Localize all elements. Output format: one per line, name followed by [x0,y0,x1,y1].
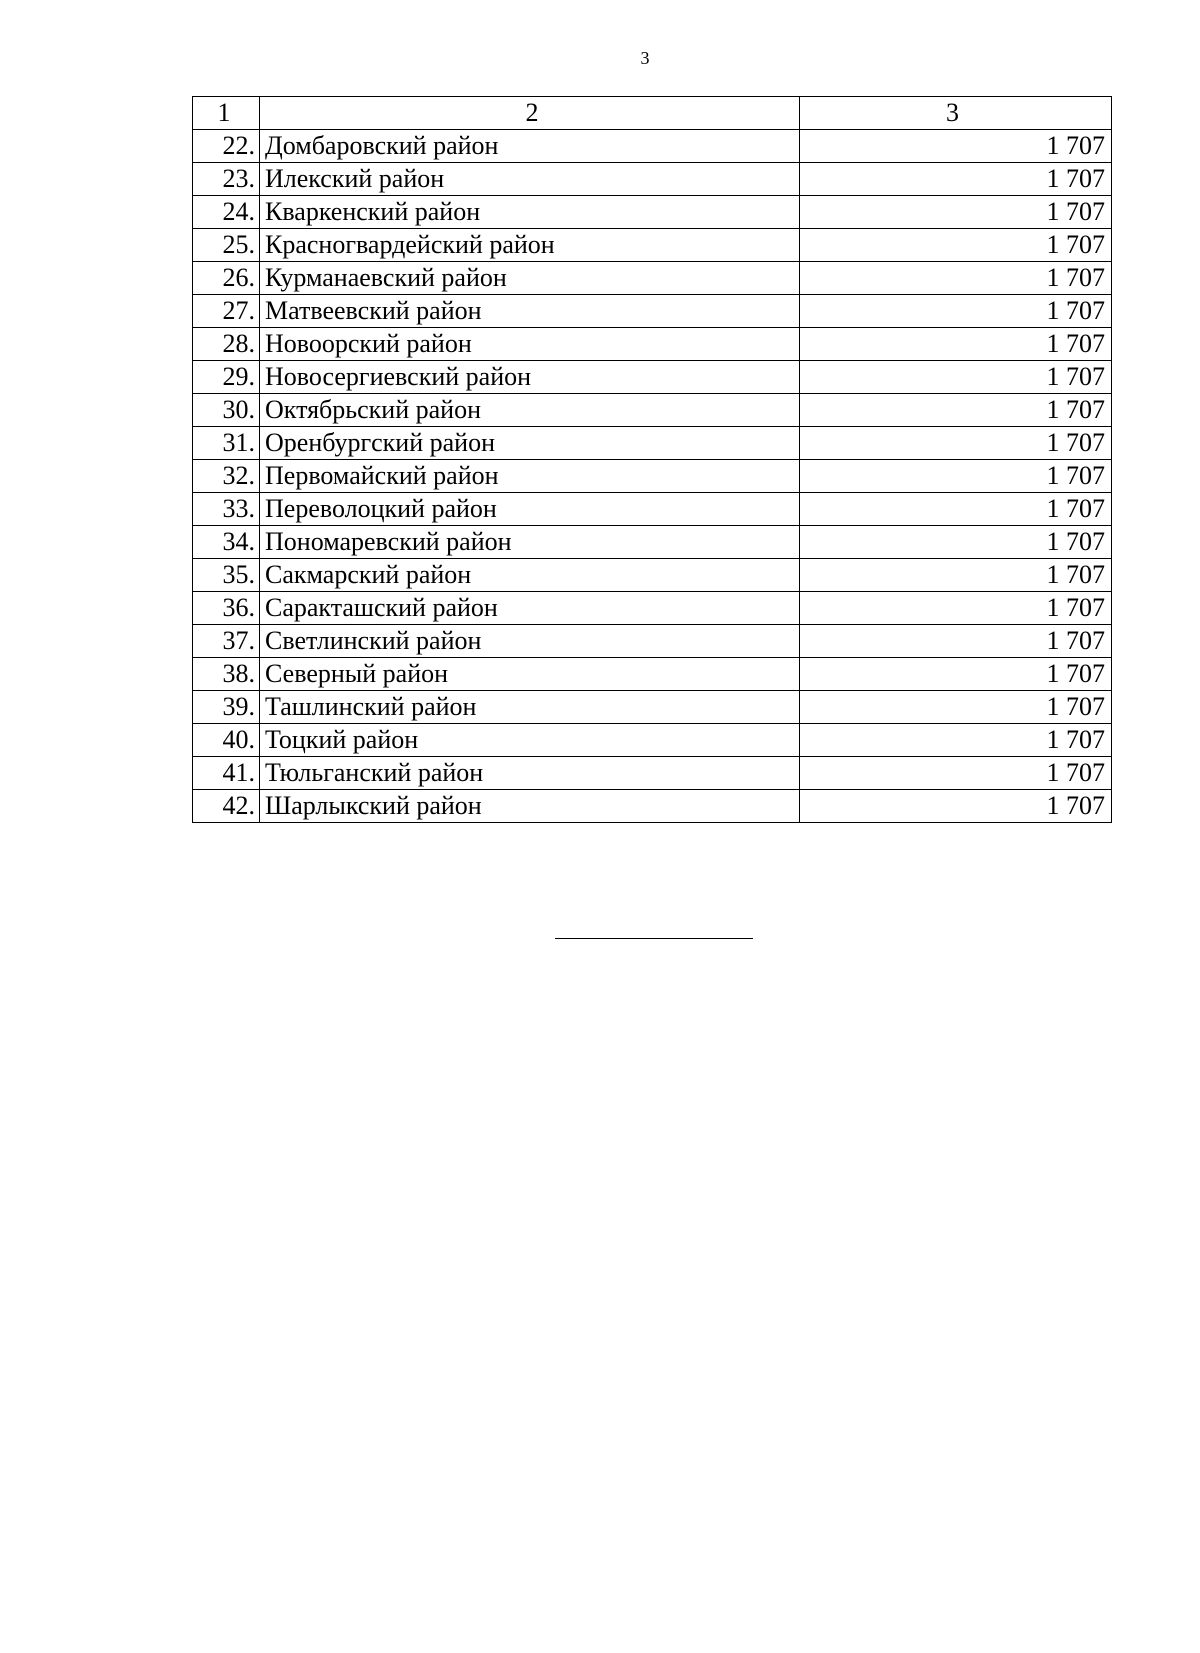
row-number-cell: 35. [193,559,260,592]
value-cell: 1 707 [800,658,1112,691]
district-name-cell: Домбаровский район [260,130,800,163]
value-cell: 1 707 [800,163,1112,196]
value-cell: 1 707 [800,493,1112,526]
district-name-cell: Саракташский район [260,592,800,625]
row-number-cell: 42. [193,790,260,823]
table-row [193,163,1112,196]
end-separator-line [555,938,753,939]
table-body [193,97,1112,823]
row-number-cell: 36. [193,592,260,625]
value-cell: 1 707 [800,790,1112,823]
table-row [193,658,1112,691]
value-cell: 1 707 [800,262,1112,295]
table-row [193,361,1112,394]
row-number-cell: 33. [193,493,260,526]
table-row [193,427,1112,460]
header-col-3: 3 [800,97,1112,130]
table-row [193,130,1112,163]
district-name-cell: Курманаевский район [260,262,800,295]
table-header-row [193,97,1112,130]
row-number-cell: 31. [193,427,260,460]
table-row [193,196,1112,229]
value-cell: 1 707 [800,757,1112,790]
table-row [193,757,1112,790]
table-row [193,691,1112,724]
table-row [193,460,1112,493]
district-name-cell: Светлинский район [260,625,800,658]
header-col-1: 1 [193,97,260,130]
row-number-cell: 38. [193,658,260,691]
value-cell: 1 707 [800,724,1112,757]
page-number: 3 [640,48,650,68]
value-cell: 1 707 [800,394,1112,427]
district-name-cell: Тюльганский район [260,757,800,790]
value-cell: 1 707 [800,691,1112,724]
district-name-cell: Кваркенский район [260,196,800,229]
district-name-cell: Ташлинский район [260,691,800,724]
district-name-cell: Шарлыкский район [260,790,800,823]
table-row [193,724,1112,757]
row-number-cell: 40. [193,724,260,757]
table-row [193,295,1112,328]
value-cell: 1 707 [800,592,1112,625]
value-cell: 1 707 [800,526,1112,559]
district-name-cell: Октябрьский район [260,394,800,427]
value-cell: 1 707 [800,559,1112,592]
district-name-cell: Переволоцкий район [260,493,800,526]
row-number-cell: 26. [193,262,260,295]
district-name-cell: Новоорский район [260,328,800,361]
table-row [193,559,1112,592]
row-number-cell: 30. [193,394,260,427]
district-name-cell: Пономаревский район [260,526,800,559]
districts-table [192,96,1112,823]
value-cell: 1 707 [800,229,1112,262]
row-number-cell: 25. [193,229,260,262]
value-cell: 1 707 [800,130,1112,163]
value-cell: 1 707 [800,196,1112,229]
district-name-cell: Северный район [260,658,800,691]
table-row [193,790,1112,823]
row-number-cell: 29. [193,361,260,394]
row-number-cell: 27. [193,295,260,328]
table-row [193,625,1112,658]
row-number-cell: 41. [193,757,260,790]
table-row [193,493,1112,526]
table-row [193,526,1112,559]
row-number-cell: 32. [193,460,260,493]
row-number-cell: 23. [193,163,260,196]
district-name-cell: Сакмарский район [260,559,800,592]
table-row [193,394,1112,427]
district-name-cell: Матвеевский район [260,295,800,328]
district-name-cell: Оренбургский район [260,427,800,460]
table-row [193,328,1112,361]
value-cell: 1 707 [800,328,1112,361]
row-number-cell: 24. [193,196,260,229]
row-number-cell: 34. [193,526,260,559]
value-cell: 1 707 [800,361,1112,394]
value-cell: 1 707 [800,295,1112,328]
table-row [193,262,1112,295]
row-number-cell: 39. [193,691,260,724]
district-name-cell: Новосергиевский район [260,361,800,394]
value-cell: 1 707 [800,427,1112,460]
district-name-cell: Тоцкий район [260,724,800,757]
district-name-cell: Илекский район [260,163,800,196]
header-col-2: 2 [260,97,800,130]
row-number-cell: 37. [193,625,260,658]
row-number-cell: 22. [193,130,260,163]
district-name-cell: Первомайский район [260,460,800,493]
table-row [193,592,1112,625]
value-cell: 1 707 [800,625,1112,658]
row-number-cell: 28. [193,328,260,361]
value-cell: 1 707 [800,460,1112,493]
district-name-cell: Красногвардейский район [260,229,800,262]
table-row [193,229,1112,262]
